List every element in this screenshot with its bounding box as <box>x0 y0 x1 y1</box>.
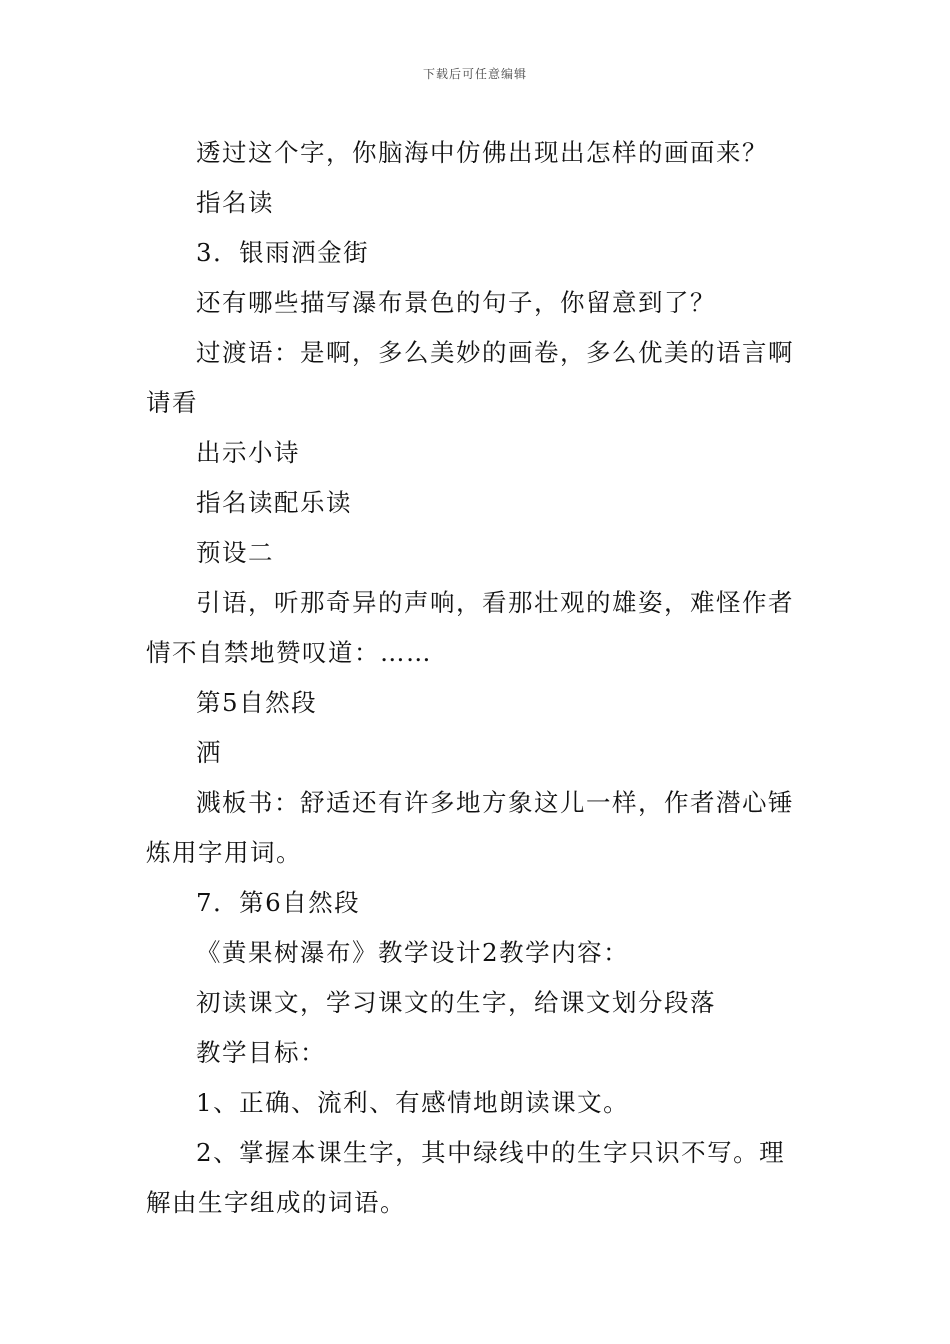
paragraph: 溅板书：舒适还有许多地方象这儿一样，作者潜心锤炼用字用词。 <box>146 788 794 867</box>
paragraph: 还有哪些描写瀑布景色的句子，你留意到了？ <box>196 288 716 317</box>
paragraph: 《黄果树瀑布》教学设计2教学内容： <box>196 938 630 967</box>
document-body <box>146 128 810 1228</box>
paragraph: 预设二 <box>196 538 274 567</box>
paragraph: 第5自然段 <box>196 688 318 717</box>
paragraph: 7．第6自然段 <box>196 888 361 917</box>
paragraph: 引语，听那奇异的声响，看那壮观的雄姿，难怪作者情不自禁地赞叹道：…… <box>146 588 794 667</box>
paragraph: 指名读 <box>196 188 274 217</box>
paragraph: 透过这个字，你脑海中仿佛出现出怎样的画面来？ <box>196 138 768 167</box>
paragraph: 1、正确、流利、有感情地朗读课文。 <box>196 1088 630 1117</box>
paragraph: 初读课文，学习课文的生字，给课文划分段落 <box>196 988 716 1017</box>
paragraph: 洒 <box>196 738 222 767</box>
paragraph: 过渡语：是啊，多么美妙的画卷，多么优美的语言啊请看 <box>146 338 794 417</box>
paragraph: 教学目标： <box>196 1038 326 1067</box>
paragraph: 出示小诗 <box>196 438 300 467</box>
paragraph: 3．银雨洒金街 <box>196 238 370 267</box>
page-header: 下载后可任意编辑 <box>422 67 527 81</box>
paragraph: 2、掌握本课生字，其中绿线中的生字只识不写。理解由生字组成的词语。 <box>146 1138 786 1217</box>
paragraph: 指名读配乐读 <box>196 488 352 517</box>
